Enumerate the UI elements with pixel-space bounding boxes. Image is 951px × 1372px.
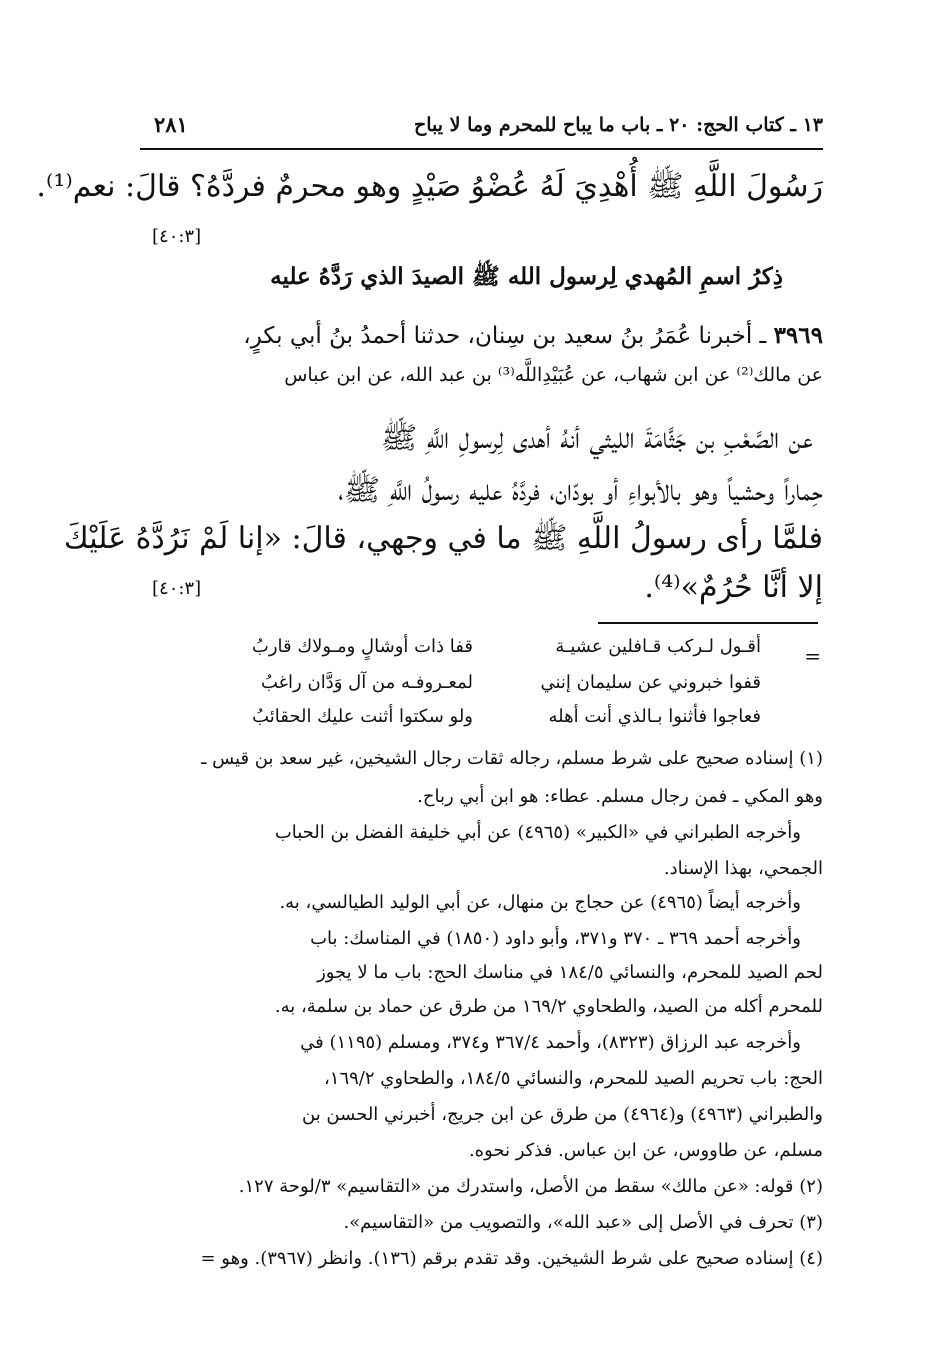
verse-hemistich: قفوا خبروني عن سليمان إنني — [540, 672, 761, 693]
isnad-text: ـ أخبرنا عُمَرُ بنُ سعيد بن سِنان، حدثنا أحمدُ بنُ أبي بكرٍ، — [243, 323, 767, 349]
verse-hemistich: فعاجوا فأثنوا بـالذي أنت أهله — [548, 706, 761, 727]
verse-hemistich: لمعـروفـه من آل وَدَّان راغبُ — [260, 672, 473, 693]
footnote-line: الجمحي، بهذا الإسناد. — [663, 858, 823, 879]
footnote-line: (١) إسناده صحيح على شرط مسلم، رجاله ثقات رجال الشيخين، غير سعد بن قيس ـ — [201, 748, 823, 769]
footnote-line: وأخرجه أيضاً (٤٩٦٥) عن حجاج بن منهال، عن أبي الوليد الطيالسي، به. — [279, 892, 801, 913]
footnote-line: وأخرجه عبد الرزاق (٨٣٢٣)، وأحمد ٣٦٧/٤ و٣٧٤، ومسلم (١١٩٥) في — [300, 1032, 801, 1053]
footnote-line: (٤) إسناده صحيح على شرط الشيخين. وقد تقدم برقم (١٣٦). وانظر (٣٩٦٧). وهو = — [200, 1248, 823, 1269]
matn-line: إلا أنَّا حُرُمٌ»⁽⁴⁾. — [644, 570, 823, 605]
footnote-line: وأخرجه الطبراني في «الكبير» (٤٩٦٥) عن أبي خليفة الفضل بن الحباب — [274, 822, 801, 843]
matn-line: فلمَّا رأى رسولُ اللَّهِ ﷺ ما في وجهي، قالَ: «إنا لَمْ نَرُدَّهُ عَلَيْكَ — [63, 521, 823, 556]
text-line: رَسُولَ اللَّهِ ﷺ أُهْدِيَ لَهُ عُضْوُ صَيْدٍ وهو محرمٌ فردَّهُ؟ قالَ: نعم⁽¹⁾. — [36, 169, 823, 204]
running-header — [140, 112, 823, 150]
footnote-line: (٢) قوله: «عن مالك» سقط من الأصل، واستدرك من «التقاسيم» ٣/لوحة ١٢٧. — [238, 1176, 823, 1197]
reference-bracket: [٤٠:٣] — [152, 578, 202, 599]
footnote-line: (٣) تحرف في الأصل إلى «عبد الله»، والتصويب من «التقاسيم». — [343, 1212, 823, 1233]
continuation-marker: = — [804, 644, 821, 668]
section-heading: ذِكرُ اسمِ المُهدي لِرسول الله ﷺ الصيدَ الذي رَدَّهُ عليه — [270, 263, 783, 290]
matn-line: حِماراً وحشياً وهو بالأبواءِ أو بودّان، فردَّهُ عليه رسولُ اللَّهِ ﷺ، — [338, 473, 823, 508]
verse-hemistich: ولو سكتوا أثنت عليك الحقائبُ — [252, 706, 473, 727]
footnote-line: للمحرم أكله من الصيد، والطحاوي ١٦٩/٢ من طرق عن حماد بن سلمة، به. — [274, 996, 823, 1017]
footnote-line: الحج: باب تحريم الصيد للمحرم، والنسائي ١٨٤/٥، والطحاوي ١٦٩/٢، — [323, 1068, 823, 1089]
verse-hemistich: أقـول لـركب قـافلين عشيـة — [555, 636, 761, 657]
footnote-line: لحم الصيد للمحرم، والنسائي ١٨٤/٥ في مناسك الحج: باب ما لا يجوز — [317, 962, 823, 983]
isnad-line: عن مالك⁽²⁾ عن ابن شهاب، عن عُبَيْدِاللَّه⁽³⁾ بن عبد الله، عن ابن عباس — [284, 364, 823, 386]
page-number: ٢٨١ — [154, 112, 188, 137]
footnote-line: وهو المكي ـ فمن رجال مسلم. عطاء: هو ابن أبي رباح. — [417, 786, 823, 807]
footnote-line: وأخرجه أحمد ٣٦٩ ـ ٣٧٠ و٣٧١، وأبو داود (١٨٥٠) في المناسك: باب — [310, 928, 801, 949]
isnad-line — [243, 322, 823, 349]
footnote-line: مسلم، عن طاووس، عن ابن عباس. فذكر نحوه. — [468, 1140, 823, 1161]
matn-line: عن الصَّعْبِ بن جَثَّامَةَ الليثي أنهُ أهدى لِرسولِ اللَّهِ ﷺ — [380, 421, 813, 456]
footnote-divider — [598, 622, 818, 624]
reference-bracket: [٤٠:٣] — [152, 226, 202, 247]
hadith-number: ٣٩٦٩ — [773, 322, 823, 349]
running-title: ١٣ ـ كتاب الحج: ٢٠ ـ باب ما يباح للمحرم وما لا يباح — [413, 114, 823, 136]
footnote-line: والطبراني (٤٩٦٣) و(٤٩٦٤) من طرق عن ابن جريج، أخبرني الحسن بن — [302, 1104, 823, 1125]
verse-hemistich: قفا ذات أوشالٍ ومـولاك قاربُ — [251, 636, 473, 657]
